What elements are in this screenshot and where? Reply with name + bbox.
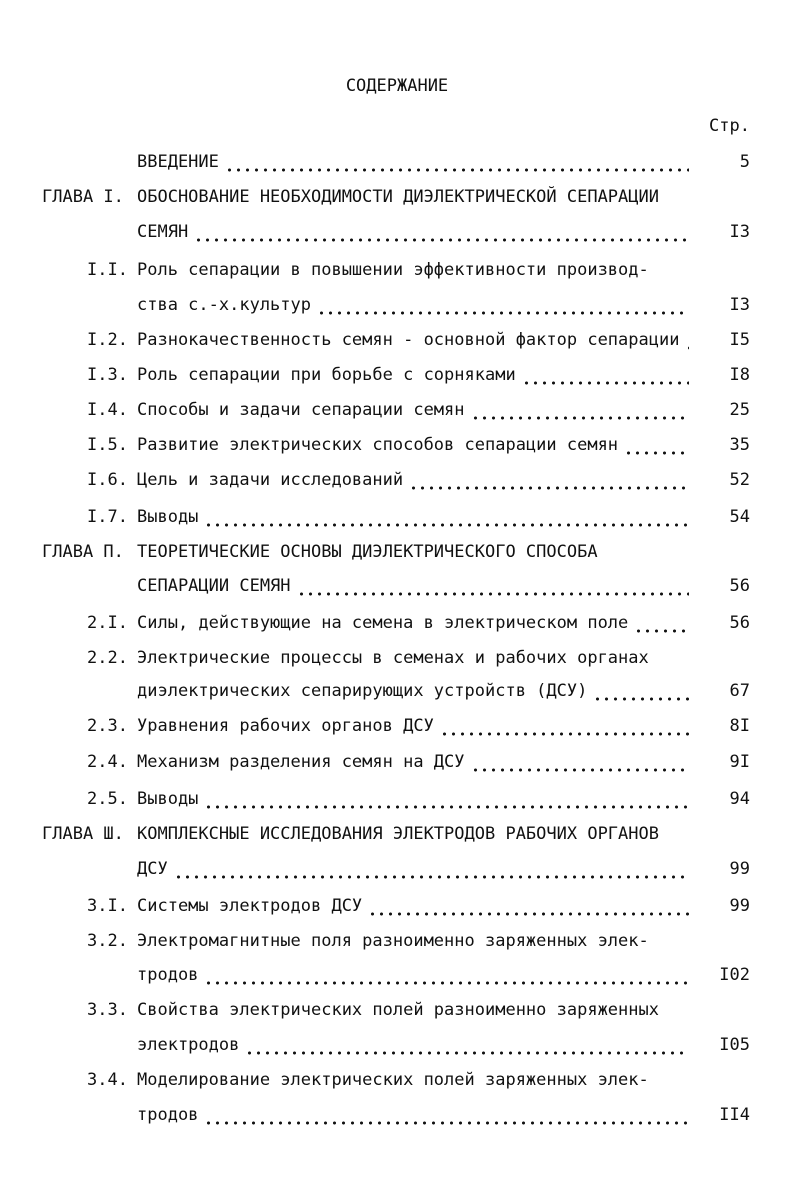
toc-entry-leader-row [137,293,689,317]
toc-entry-number: ГЛАВА I. [42,187,124,207]
toc-entry-title: ДСУ [137,857,174,881]
toc-entry-title: Роль сепарации при борьбе с сорняками [137,363,522,387]
toc-entry-number: I.6. [87,470,128,490]
toc-entry-title: ОБОСНОВАНИЕ НЕОБХОДИМОСТИ ДИЭЛЕКТРИЧЕСКОЙ СЕПАРАЦИИ [137,187,659,207]
toc-entry-title: Разнокачественность семян - основной фактор сепарации [137,328,685,352]
toc-entry-number: ГЛАВА П. [42,542,124,562]
toc-entry-page: 56 [729,613,750,633]
toc-entry-title: Электромагнитные поля разноименно заряженных элек- [137,931,649,951]
toc-entry-title: Выводы [137,505,204,529]
page-column-header: Стр. [709,116,750,136]
dot-leader [685,328,689,352]
toc-entry-number: 3.3. [87,1000,128,1020]
dot-leader [634,611,689,635]
toc-entry-leader-row [137,468,689,492]
toc-entry-page: 25 [729,400,750,420]
toc-entry-title: электродов [137,1033,245,1057]
toc-entry-title: Моделирование электрических полей заряженных элек- [137,1070,649,1090]
toc-entry-title: СЕМЯН [137,220,194,244]
dot-leader [245,1033,689,1057]
toc-entry-title: ВВЕДЕНИЕ [137,150,225,174]
toc-entry-title: Свойства электрических полей разноименно заряженных [137,1000,659,1020]
toc-entry-leader-row [137,963,689,987]
toc-entry-leader-row [137,750,689,774]
toc-entry-number: 2.I. [87,613,128,633]
toc-entry-title: Силы, действующие на семена в электрическом поле [137,611,634,635]
toc-entry-page: II4 [719,1105,750,1125]
toc-entry-leader-row [137,1103,689,1127]
toc-entry-page: 5 [739,152,750,172]
toc-entry-leader-row [137,363,689,387]
toc-entry-title: Электрические процессы в семенах и рабочих органах [137,648,649,668]
toc-entry-title: Цель и задачи исследований [137,468,409,492]
dot-leader [204,963,689,987]
dot-leader [624,433,689,457]
toc-entry-page: 9I [729,752,750,772]
dot-leader [297,574,689,598]
dot-leader [522,363,689,387]
dot-leader [440,714,689,738]
toc-entry-title: Способы и задачи сепарации семян [137,398,471,422]
toc-entry-page: I3 [729,222,750,242]
toc-entry-number: 3.I. [87,896,128,916]
toc-entry-title: диэлектрических сепарирующих устройств (ДСУ) [137,679,593,703]
toc-entry-leader-row [137,398,689,422]
toc-entry-number: 2.2. [87,648,128,668]
dot-leader [225,150,689,174]
toc-entry-title: КОМПЛЕКСНЫЕ ИССЛЕДОВАНИЯ ЭЛЕКТРОДОВ РАБОЧИХ ОРГАНОВ [137,824,659,844]
toc-entry-leader-row [137,679,689,703]
toc-entry-leader-row [137,611,689,635]
toc-entry-page: 94 [729,789,750,809]
toc-entry-page: 99 [729,859,750,879]
toc-entry-title: Развитие электрических способов сепарации семян [137,433,624,457]
toc-entry-page: 99 [729,896,750,916]
toc-entry-title: Выводы [137,787,204,811]
dot-leader [174,857,689,881]
toc-entry-leader-row [137,433,689,457]
toc-entry-title: СЕПАРАЦИИ СЕМЯН [137,574,297,598]
toc-entry-number: I.5. [87,435,128,455]
toc-entry-page: I02 [719,965,750,985]
dot-leader [471,398,689,422]
toc-entry-number: I.I. [87,260,128,280]
toc-entry-number: 2.3. [87,716,128,736]
toc-entry-leader-row [137,328,689,352]
toc-entry-page: I05 [719,1035,750,1055]
toc-entry-page: I5 [729,330,750,350]
toc-entry-number: I.7. [87,507,128,527]
toc-entry-page: 35 [729,435,750,455]
toc-entry-number: 3.4. [87,1070,128,1090]
toc-entry-page: 54 [729,507,750,527]
toc-entry-leader-row [137,574,689,598]
dot-leader [409,468,689,492]
toc-entry-leader-row [137,505,689,529]
page-title: СОДЕРЖАНИЕ [345,76,449,96]
toc-entry-title: Механизм разделения семян на ДСУ [137,750,471,774]
toc-entry-page: 56 [729,576,750,596]
toc-entry-leader-row [137,220,689,244]
toc-entry-leader-row [137,857,689,881]
toc-entry-leader-row [137,150,689,174]
toc-entry-title: ТЕОРЕТИЧЕСКИЕ ОСНОВЫ ДИЭЛЕКТРИЧЕСКОГО СПОСОБА [137,542,598,562]
toc-entry-leader-row [137,1033,689,1057]
dot-leader [317,293,689,317]
toc-entry-title: Уравнения рабочих органов ДСУ [137,714,440,738]
dot-leader [471,750,689,774]
toc-entry-number: I.4. [87,400,128,420]
toc-entry-page: I8 [729,365,750,385]
toc-entry-number: 2.5. [87,789,128,809]
toc-entry-page: 8I [729,716,750,736]
toc-entry-title: ства с.-х.культур [137,293,317,317]
dot-leader [204,505,689,529]
toc-entry-leader-row [137,787,689,811]
dot-leader [204,1103,689,1127]
toc-entry-page: 52 [729,470,750,490]
toc-entry-title: тродов [137,963,204,987]
toc-entry-number: ГЛАВА Ш. [42,824,124,844]
toc-entry-title: Системы электродов ДСУ [137,894,368,918]
toc-entry-title: Роль сепарации в повышении эффективности производ- [137,260,649,280]
dot-leader [593,679,689,703]
dot-leader [204,787,689,811]
toc-entry-title: тродов [137,1103,204,1127]
toc-entry-number: I.2. [87,330,128,350]
dot-leader [194,220,689,244]
toc-entry-number: I.3. [87,365,128,385]
dot-leader [368,894,689,918]
toc-entry-page: I3 [729,295,750,315]
toc-entry-number: 3.2. [87,931,128,951]
toc-entry-leader-row [137,894,689,918]
toc-entry-page: 67 [729,681,750,701]
toc-entry-leader-row [137,714,689,738]
toc-entry-number: 2.4. [87,752,128,772]
